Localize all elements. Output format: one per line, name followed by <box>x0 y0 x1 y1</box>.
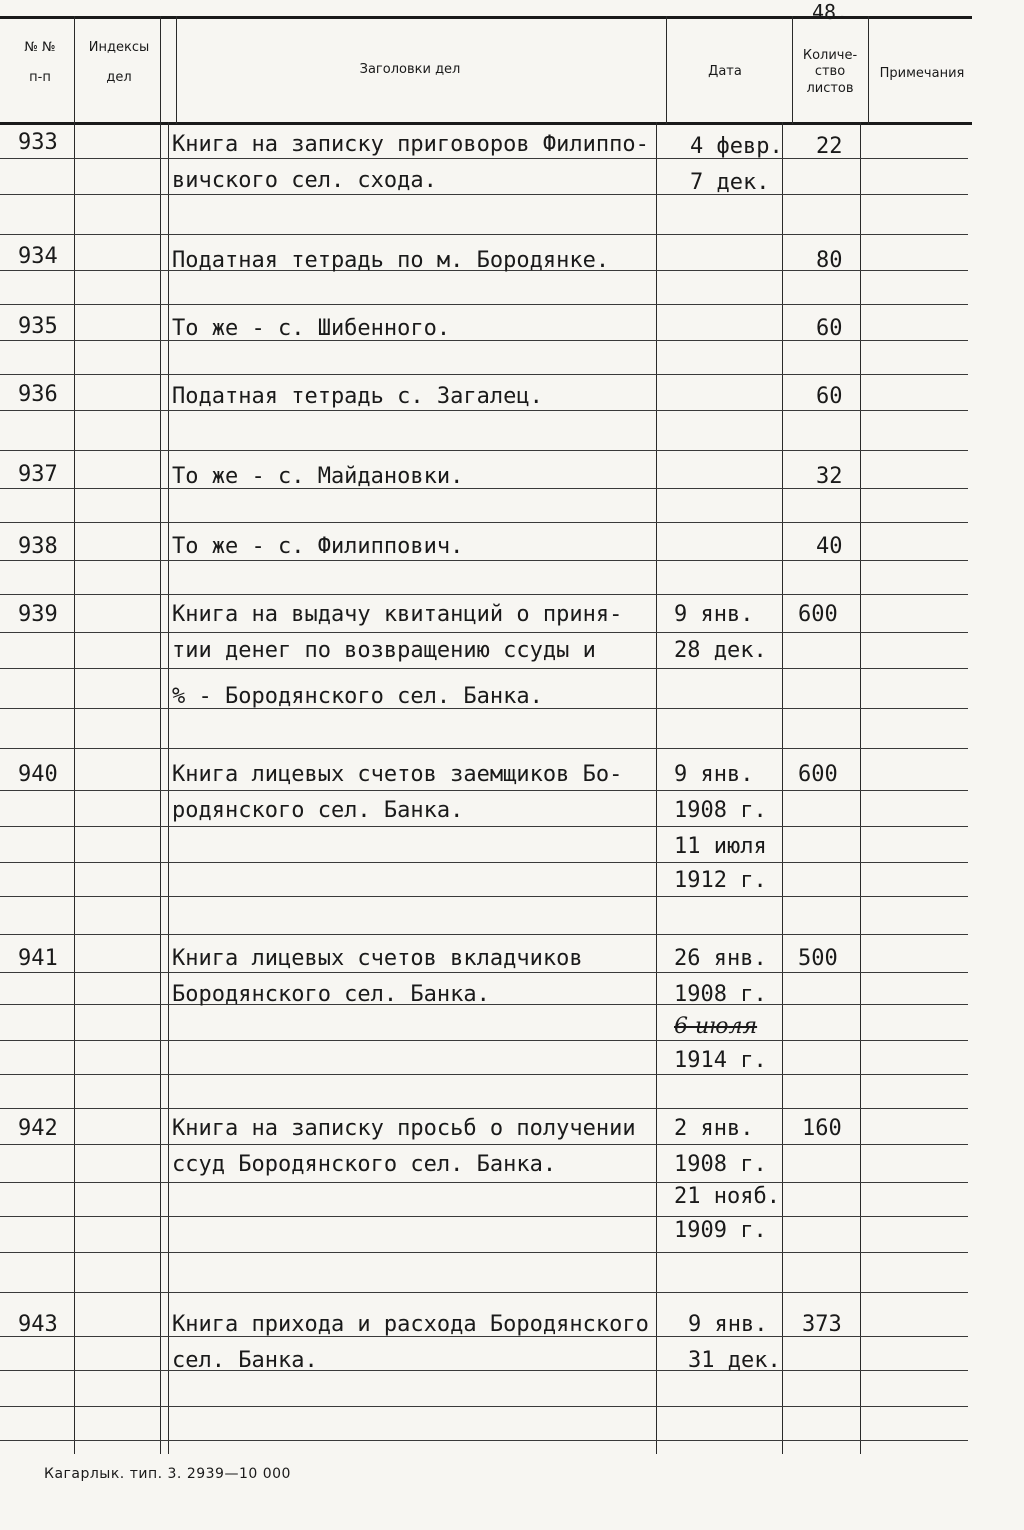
rule-line <box>0 748 968 749</box>
rule-line <box>0 1182 968 1183</box>
header-num <box>8 40 72 87</box>
row-date-line: 4 февр. <box>690 134 783 159</box>
rule-line <box>0 1040 968 1041</box>
rule-line <box>0 234 968 235</box>
rule-line <box>0 632 968 633</box>
row-count: 600 <box>798 762 838 787</box>
row-date-line: 26 янв. <box>674 946 767 971</box>
header-titles: Заголовки дел <box>359 62 461 77</box>
rule-line <box>0 374 968 375</box>
row-title-line: Книга на записку приговоров Филиппо- <box>172 132 649 157</box>
row-title-line: % - Бородянского сел. Банка. <box>172 684 543 709</box>
column-divider-title <box>168 122 169 1454</box>
row-title-line: родянского сел. Банка. <box>172 798 464 823</box>
row-date-line: 9 янв. <box>688 1312 768 1337</box>
rule-line <box>0 450 968 451</box>
column-divider-date <box>656 122 657 1454</box>
row-count: 80 <box>816 248 843 273</box>
row-title-line: тии денег по возвращению ссуды и <box>172 638 596 663</box>
rule-line <box>0 1370 968 1371</box>
rule-line <box>0 1074 968 1075</box>
row-count: 60 <box>816 384 843 409</box>
row-date-line: 1914 г. <box>674 1048 767 1073</box>
row-date-line-handwritten: 6 июля <box>674 1014 758 1039</box>
header-index-line2: дел <box>106 70 132 86</box>
row-num: 939 <box>18 602 58 627</box>
column-divider-title-header <box>176 16 177 124</box>
row-num: 937 <box>18 462 58 487</box>
rule-line <box>0 194 968 195</box>
row-num: 933 <box>18 130 58 155</box>
row-num: 934 <box>18 244 58 269</box>
row-num: 935 <box>18 314 58 339</box>
rule-line <box>0 826 968 827</box>
row-date-line: 11 июля <box>674 834 767 859</box>
rule-line <box>0 304 968 305</box>
header-count-line2: ство <box>814 64 846 80</box>
column-divider-index <box>160 16 161 1454</box>
row-date-line: 1908 г. <box>674 982 767 1007</box>
page-number: 48. <box>812 0 849 24</box>
row-date-line: 2 янв. <box>674 1116 754 1141</box>
row-num: 943 <box>18 1312 58 1337</box>
header-count-line1: Количе- <box>802 48 858 63</box>
row-date-line: 1912 г. <box>674 868 767 893</box>
row-date-line: 21 нояб. <box>674 1184 780 1209</box>
rule-line <box>0 896 968 897</box>
column-divider-num <box>74 16 75 1454</box>
row-count: 22 <box>816 134 843 159</box>
rule-line <box>0 1108 968 1109</box>
header-num-line2: п-п <box>29 70 51 86</box>
rule-line <box>0 410 968 411</box>
rule-line <box>0 668 968 669</box>
header-count <box>792 48 868 97</box>
header-notes: Примечания <box>879 66 965 81</box>
header-bottom-border <box>0 122 972 125</box>
row-title-line: То же - с. Филиппович. <box>172 534 464 559</box>
rule-line <box>0 522 968 523</box>
row-title-line: Книга лицевых счетов вкладчиков <box>172 946 583 971</box>
row-date-line: 1908 г. <box>674 798 767 823</box>
row-date-line: 1908 г. <box>674 1152 767 1177</box>
header-count-line3: листов <box>806 80 854 96</box>
column-divider-count <box>782 122 783 1454</box>
header-date: Дата <box>708 64 742 79</box>
row-count: 500 <box>798 946 838 971</box>
row-date-line: 9 янв. <box>674 602 754 627</box>
header-index <box>78 40 160 87</box>
row-title-line: Податная тетрадь с. Загалец. <box>172 384 543 409</box>
rule-line <box>0 862 968 863</box>
rule-line <box>0 594 968 595</box>
row-date-line: 31 дек. <box>688 1348 781 1373</box>
row-num: 941 <box>18 946 58 971</box>
rule-line <box>0 560 968 561</box>
row-count: 32 <box>816 464 843 489</box>
column-divider-notes <box>860 122 861 1454</box>
rule-line <box>0 1292 968 1293</box>
row-title-line: То же - с. Майдановки. <box>172 464 464 489</box>
header-top-border <box>0 16 972 19</box>
header-index-line1: Индексы <box>88 40 150 55</box>
row-date-line: 28 дек. <box>674 638 767 663</box>
row-title-line: Книга на записку просьб о получении <box>172 1116 636 1141</box>
row-title-line: ссуд Бородянского сел. Банка. <box>172 1152 557 1177</box>
row-num: 938 <box>18 534 58 559</box>
row-num: 942 <box>18 1116 58 1141</box>
rule-line <box>0 1252 968 1253</box>
rule-line <box>0 1216 968 1217</box>
row-count: 600 <box>798 602 838 627</box>
row-title-line: Книга на выдачу квитанций о приня- <box>172 602 623 627</box>
row-count: 373 <box>802 1312 842 1337</box>
row-title-line: То же - с. Шибенного. <box>172 316 451 341</box>
row-title-line: сел. Банка. <box>172 1348 318 1373</box>
row-date-line: 7 дек. <box>690 170 770 195</box>
rule-line <box>0 1440 968 1441</box>
rule-line <box>0 1406 968 1407</box>
row-title-line: Бородянского сел. Банка. <box>172 982 490 1007</box>
row-date-line: 9 янв. <box>674 762 754 787</box>
row-title-line: вичского сел. схода. <box>172 168 437 193</box>
row-title-line: Податная тетрадь по м. Бородянке. <box>172 248 610 273</box>
row-num: 936 <box>18 382 58 407</box>
printer-imprint: Кагарлык. тип. 3. 2939—10 000 <box>44 1466 291 1482</box>
rule-line <box>0 934 968 935</box>
row-num: 940 <box>18 762 58 787</box>
rule-line <box>0 790 968 791</box>
row-count: 60 <box>816 316 843 341</box>
column-divider-notes-header <box>868 16 869 124</box>
column-divider-date-header <box>666 16 667 124</box>
header-num-line1: № № <box>24 40 56 55</box>
rule-line <box>0 1144 968 1145</box>
row-count: 40 <box>816 534 843 559</box>
rule-line <box>0 972 968 973</box>
row-title-line: Книга лицевых счетов заемщиков Бо- <box>172 762 623 787</box>
row-title-line: Книга прихода и расхода Бородянского <box>172 1312 649 1337</box>
row-date-line: 1909 г. <box>674 1218 767 1243</box>
row-count: 160 <box>802 1116 842 1141</box>
